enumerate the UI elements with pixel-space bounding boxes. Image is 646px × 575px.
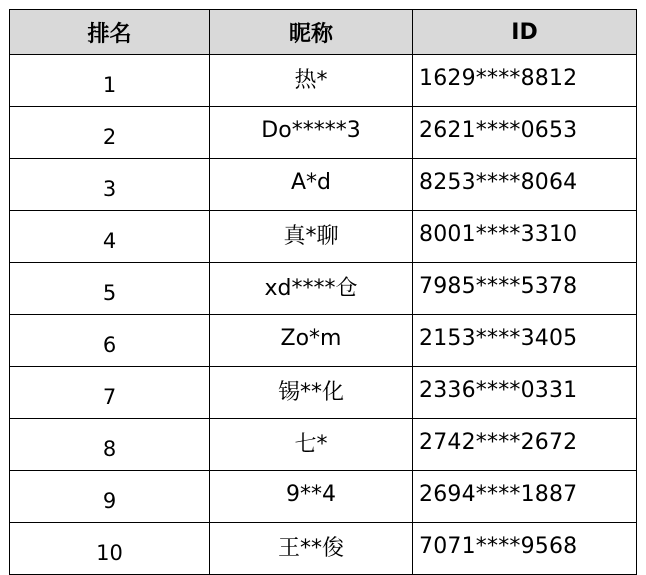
table-row	[10, 367, 637, 419]
rank-cell: 3	[10, 159, 210, 211]
nickname-cell: 热*	[210, 55, 413, 107]
ranking-table-container	[9, 9, 637, 575]
rank-cell: 5	[10, 263, 210, 315]
table-body	[10, 55, 637, 575]
nickname-cell: A*d	[210, 159, 413, 211]
rank-cell: 4	[10, 211, 210, 263]
header-row	[10, 10, 637, 55]
header-nickname: 昵称	[210, 10, 413, 55]
id-cell: 2153****3405	[413, 315, 637, 367]
id-cell: 8253****8064	[413, 159, 637, 211]
header-rank: 排名	[10, 10, 210, 55]
table-row	[10, 107, 637, 159]
id-cell: 7071****9568	[413, 523, 637, 575]
header-id: ID	[413, 10, 637, 55]
rank-cell: 7	[10, 367, 210, 419]
id-cell: 2336****0331	[413, 367, 637, 419]
id-cell: 1629****8812	[413, 55, 637, 107]
nickname-cell: xd****仓	[210, 263, 413, 315]
nickname-cell: Do*****3	[210, 107, 413, 159]
table-row	[10, 471, 637, 523]
id-cell: 8001****3310	[413, 211, 637, 263]
rank-cell: 6	[10, 315, 210, 367]
rank-cell: 9	[10, 471, 210, 523]
rank-cell: 8	[10, 419, 210, 471]
ranking-table	[9, 9, 637, 575]
id-cell: 2742****2672	[413, 419, 637, 471]
table-row	[10, 523, 637, 575]
table-row	[10, 315, 637, 367]
id-cell: 2694****1887	[413, 471, 637, 523]
rank-cell: 10	[10, 523, 210, 575]
table-row	[10, 55, 637, 107]
nickname-cell: Zo*m	[210, 315, 413, 367]
id-cell: 7985****5378	[413, 263, 637, 315]
table-row	[10, 419, 637, 471]
table-row	[10, 263, 637, 315]
nickname-cell: 七*	[210, 419, 413, 471]
table-row	[10, 211, 637, 263]
id-cell: 2621****0653	[413, 107, 637, 159]
rank-cell: 1	[10, 55, 210, 107]
nickname-cell: 9**4	[210, 471, 413, 523]
nickname-cell: 锡**化	[210, 367, 413, 419]
table-row	[10, 159, 637, 211]
rank-cell: 2	[10, 107, 210, 159]
nickname-cell: 真*聊	[210, 211, 413, 263]
nickname-cell: 王**俊	[210, 523, 413, 575]
table-header	[10, 10, 637, 55]
